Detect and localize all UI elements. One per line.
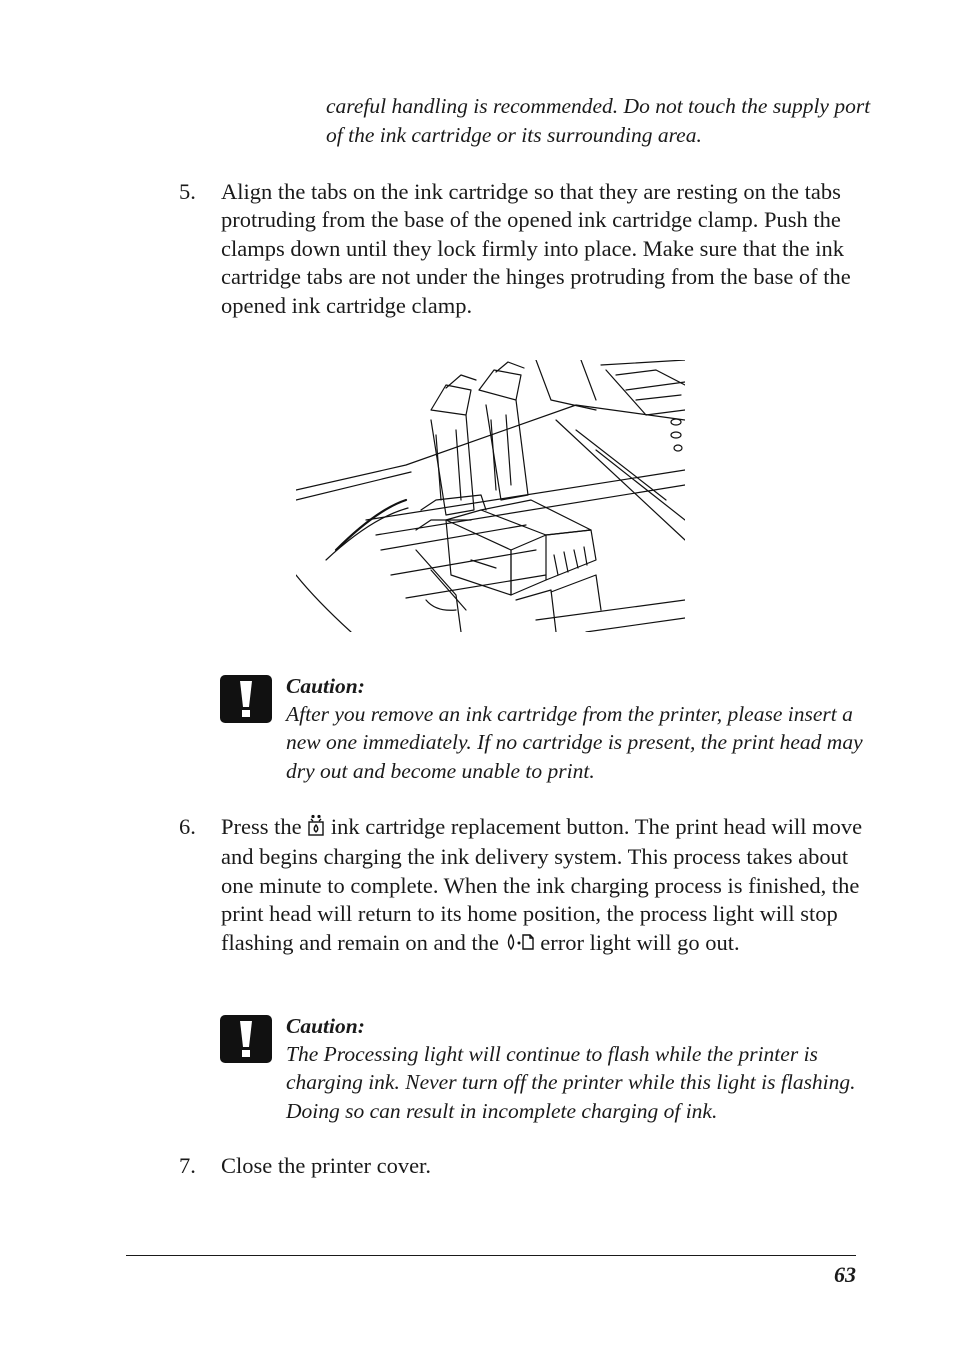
- step-number: 7.: [179, 1153, 196, 1178]
- step-number: 5.: [179, 179, 196, 204]
- caution-title: Caution:: [286, 674, 365, 698]
- step-text-part: error light will go out.: [540, 929, 740, 955]
- step-text-part: ink cartridge replacement button. The print head will move and begins charging the ink delivery system. This process takes about one minute to complete. When the ink charging process is finished, the print head will return to its home position, the process light will stop flashing and remain on and the: [221, 814, 863, 955]
- page-number: 63: [834, 1262, 856, 1287]
- caution-title: Caution:: [286, 1014, 365, 1038]
- ink-cartridge-replacement-icon: [307, 814, 325, 843]
- step-text: Align the tabs on the ink cartridge so that they are resting on the tabs protruding from the base of the opened ink cartridge clamp. Push the clamps down until they lock firmly into place. Make sure that the ink cartridge tabs are not under the hinges protruding from the base of the opened ink cartridge clamp.: [221, 179, 851, 318]
- step-text-part: Press the: [221, 814, 302, 839]
- exclamation-icon: [220, 675, 272, 723]
- step-number: 6.: [179, 814, 196, 839]
- exclamation-icon: [220, 1015, 272, 1063]
- ink-cartridge-clamp-illustration: [296, 360, 685, 632]
- step-text: Close the printer cover.: [221, 1153, 431, 1178]
- caution-text: After you remove an ink cartridge from the printer, please insert a new one immediately. If no cartridge is present, the print head may dry out and become unable to print.: [286, 702, 863, 783]
- caution-text: The Processing light will continue to flash while the printer is charging ink. Never turn off the printer while this light is flashing. Doing so can result in incomplete charging of ink.: [286, 1042, 856, 1123]
- footer-divider: [126, 1255, 856, 1256]
- caution-continuation-text: careful handling is recommended. Do not touch the supply port of the ink cartridge or its surrounding area.: [326, 94, 871, 147]
- ink-paper-error-icon: [505, 931, 535, 959]
- step-text: [221, 813, 871, 959]
